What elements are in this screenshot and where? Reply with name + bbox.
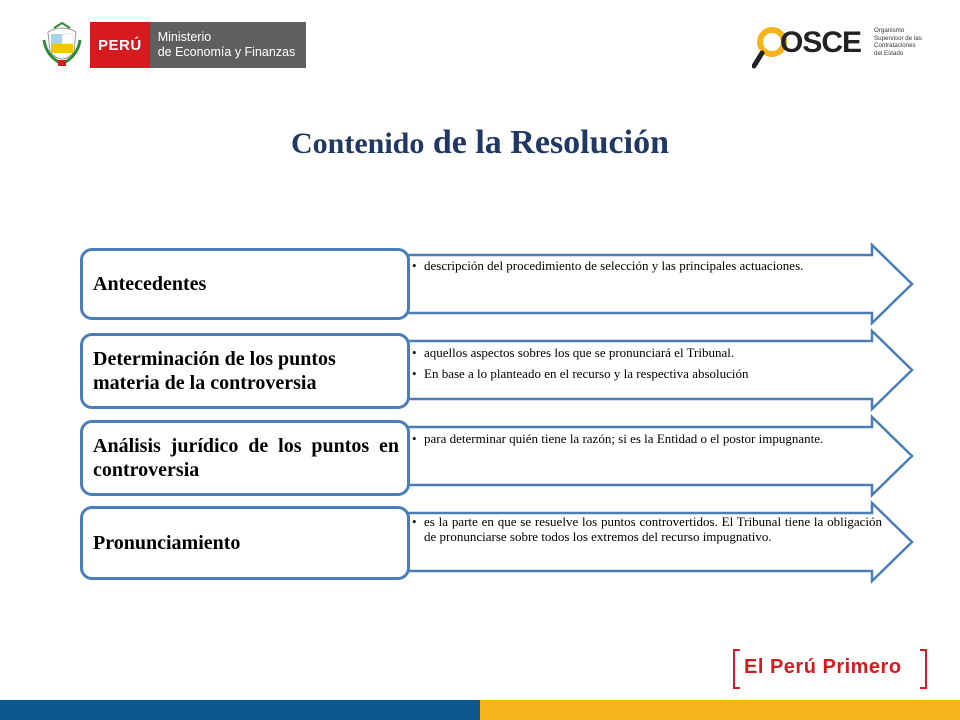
section-label-antecedentes <box>80 248 410 320</box>
section-arrow <box>400 245 912 323</box>
osce-subtitle-line: Organismo <box>874 27 905 34</box>
section-label-text: Pronunciamiento <box>93 532 241 554</box>
bullet-item: • En base a lo planteado en el recurso y la respectiva absolución <box>424 366 882 381</box>
section-label-determinacion <box>80 333 410 409</box>
section-bullets-antecedentes <box>408 258 882 279</box>
title-part-1: Contenido <box>291 127 425 160</box>
bullet-item: • para determinar quién tiene la razón; si es la Entidad o el postor impugnante. <box>424 431 882 446</box>
section-bullets-pronunciamiento <box>408 514 882 550</box>
bullet-item: • descripción del procedimiento de selección y las principales actuaciones. <box>424 258 882 273</box>
title-part-2: de la Resolución <box>424 124 669 161</box>
section-label-analisis <box>80 420 410 496</box>
section-label-text: Determinación de los puntos materia de la controversia <box>93 348 336 394</box>
osce-subtitle-line: Supervisor de las <box>874 34 922 42</box>
osce-name: OSCE <box>780 26 862 59</box>
section-label-pronunciamiento <box>80 506 410 580</box>
ministry-line-2: de Economía y Finanzas <box>157 45 296 59</box>
section-label-text: Análisis jurídico de los puntos en controversia <box>93 435 399 481</box>
section-arrow <box>400 417 912 495</box>
peru-label: PERÚ <box>90 22 150 68</box>
el-peru-primero-logo <box>732 648 928 690</box>
bullet-item: • es la parte en que se resuelve los puntos controvertidos. El Tribunal tiene la obligación de pronunciarse sobre todos los extremos del recurso impugnativo. <box>424 514 882 544</box>
footer-bar-blue <box>0 700 480 720</box>
section-bullets-determinacion <box>408 345 882 387</box>
section-bullets-analisis <box>408 431 882 452</box>
bullet-item: • aquellos aspectos sobres los que se pronunciará el Tribunal. <box>424 345 882 360</box>
footer-bar-yellow <box>480 700 960 720</box>
section-label-text: Antecedentes <box>93 273 207 295</box>
osce-subtitle-line: Contrataciones <box>874 42 916 50</box>
slogan-text: El Perú Primero <box>744 656 902 678</box>
osce-subtitle-line: del Estado <box>874 49 904 57</box>
ministry-line-1: Ministerio <box>157 30 212 44</box>
